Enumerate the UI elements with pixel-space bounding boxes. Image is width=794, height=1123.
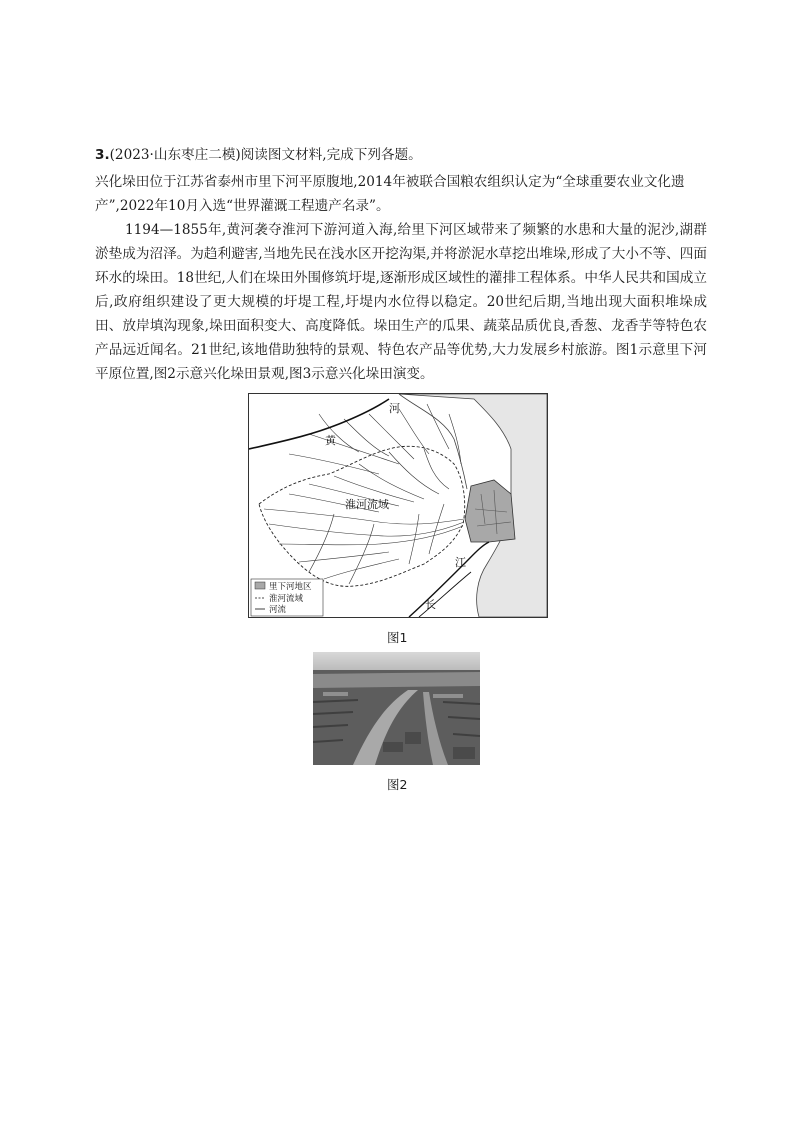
label-jiang: 江 (455, 556, 466, 569)
figure-2-photo (313, 652, 480, 765)
intro-text (95, 170, 707, 218)
label-he: 河 (389, 402, 400, 415)
material-paragraph: 1194—1855年,黄河袭夺淮河下游河道入海,给里下河区域带来了频繁的水患和大量的泥沙,湖群淤垫成为沼泽。为趋利避害,当地先民在浅水区开挖沟渠,并将淤泥水草挖出堆垛,形成了大小不等、四面环水的垛田。18世纪,人们在垛田外围修筑圩堤,逐渐形成区域性的灌排工程体系。中华人民共和国成立后,政府组织建设了更大规模的圩堤工程,圩堤内水位得以稳定。20世纪后期,当地出现大面积堆垛成田、放岸填沟现象,垛田面积变大、高度降低。垛田生产的瓜果、蔬菜品质优良,香葱、龙香芋等特色农产品远近闻名。21世纪,该地借助独特的景观、特色农产品等优势,大力发展乡村旅游。图1示意里下河平原位置,图2示意兴化垛田景观,图3示意兴化垛田演变。 (95, 222, 707, 382)
river-network (264, 404, 464, 584)
photo-svg (313, 652, 480, 765)
legend-river-label: 河流 (269, 605, 287, 615)
figure-1-map (248, 393, 548, 618)
label-chang: 长 (425, 598, 436, 611)
map-legend (251, 579, 323, 616)
label-basin: 淮河流域 (345, 498, 389, 511)
material-text (95, 218, 707, 386)
map-svg (249, 394, 547, 617)
coastline (399, 394, 467, 489)
huai-basin-boundary (259, 446, 465, 586)
label-huang: 黄 (325, 434, 336, 447)
lixiahe-region (465, 480, 515, 542)
question-number: 3. (95, 147, 110, 163)
figure-1-caption: 图1 (387, 630, 408, 645)
figure-2-caption: 图2 (387, 777, 408, 792)
intro-paragraph: 兴化垛田位于江苏省泰州市里下河平原腹地,2014年被联合国粮农组织认定为“全球重要农业文化遗产”,2022年10月入选“世界灌溉工程遗产名录”。 (95, 174, 685, 214)
legend-region-label: 里下河地区 (269, 582, 312, 592)
question-stem (95, 145, 422, 165)
legend-boundary-label: 淮河流域 (269, 594, 304, 604)
legend-region-swatch (255, 582, 265, 589)
question-source: (2023·山东枣庄二模)阅读图文材料,完成下列各题。 (109, 147, 422, 163)
